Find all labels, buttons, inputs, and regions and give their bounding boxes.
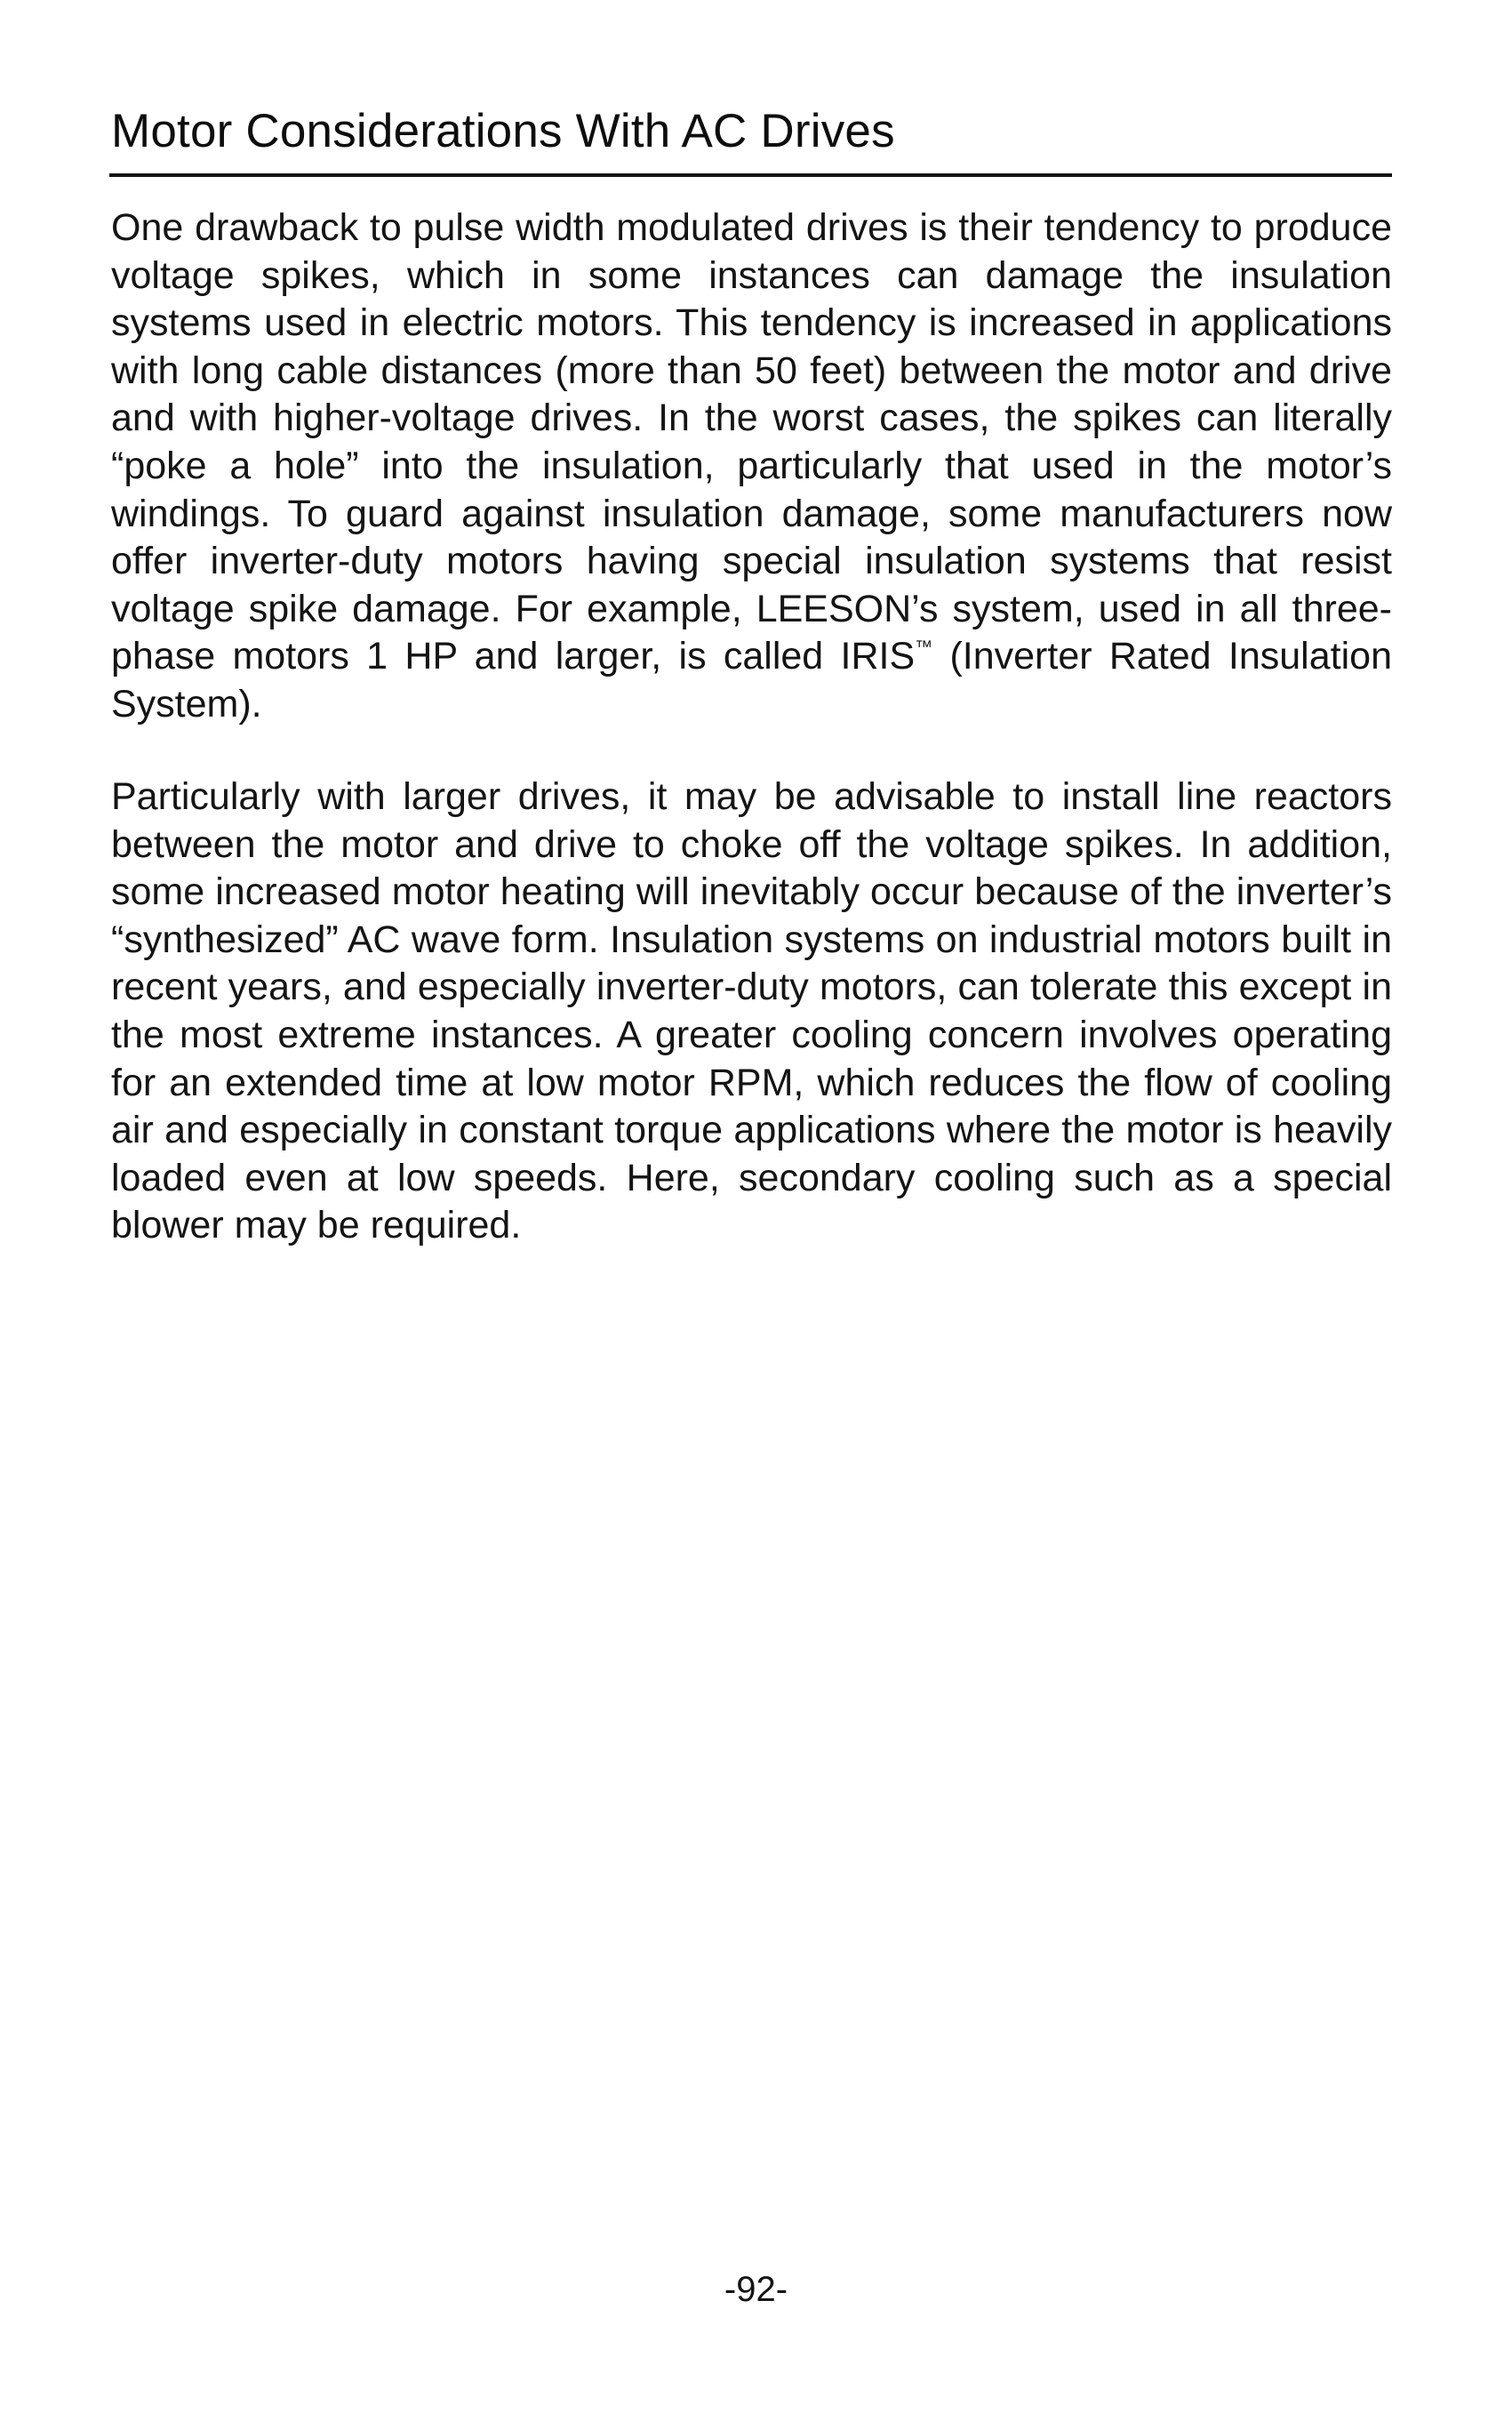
heading-rule [109,173,1392,177]
paragraph-1-text-end: (Inverter Rated Insulation System). [111,635,1392,726]
page-number: -92- [724,2270,788,2309]
paragraph-line-reactors: Particularly with larger drives, it may be advisable to install line reactors between the motor and drive to choke off the voltage spikes. In addition, some increased motor heating will inevitably occur because of the inverter’s “synthesized” AC wave form. Insulation systems on industrial motors built in recent years, and especially inverter-duty motors, can tolerate this except in the most extreme instances. A greater cooling concern involves operating for an extended time at low motor RPM, which reduces the flow of cooling air and especially in constant torque applications where the motor is heavily loaded even at low speeds. Here, secondary cooling such as a special blower may be required. [111,775,1392,1247]
section-heading: Motor Considerations With AC Drives [111,105,895,157]
paragraph-pwm-drawbacks [111,204,1392,729]
paragraph-1-text: One drawback to pulse width modulated drives is their tendency to produce voltage spikes, which in some instances can damage the insulation systems used in electric motors. This tendency is increased in applications with long cable distances (more than 50 feet) between the motor and drive and with higher-voltage drives. In the worst cases, the spikes can literally “poke a hole” into the insulation, particularly that used in the motor’s windings. To guard against insulation damage, some manufacturers now offer inverter-duty motors having special insulation systems that resist voltage spike damage. For example, LEESON’s system, used in all three-phase motors 1 HP and larger, is called IRIS [111,206,1392,678]
trademark-symbol: ™ [915,637,933,658]
